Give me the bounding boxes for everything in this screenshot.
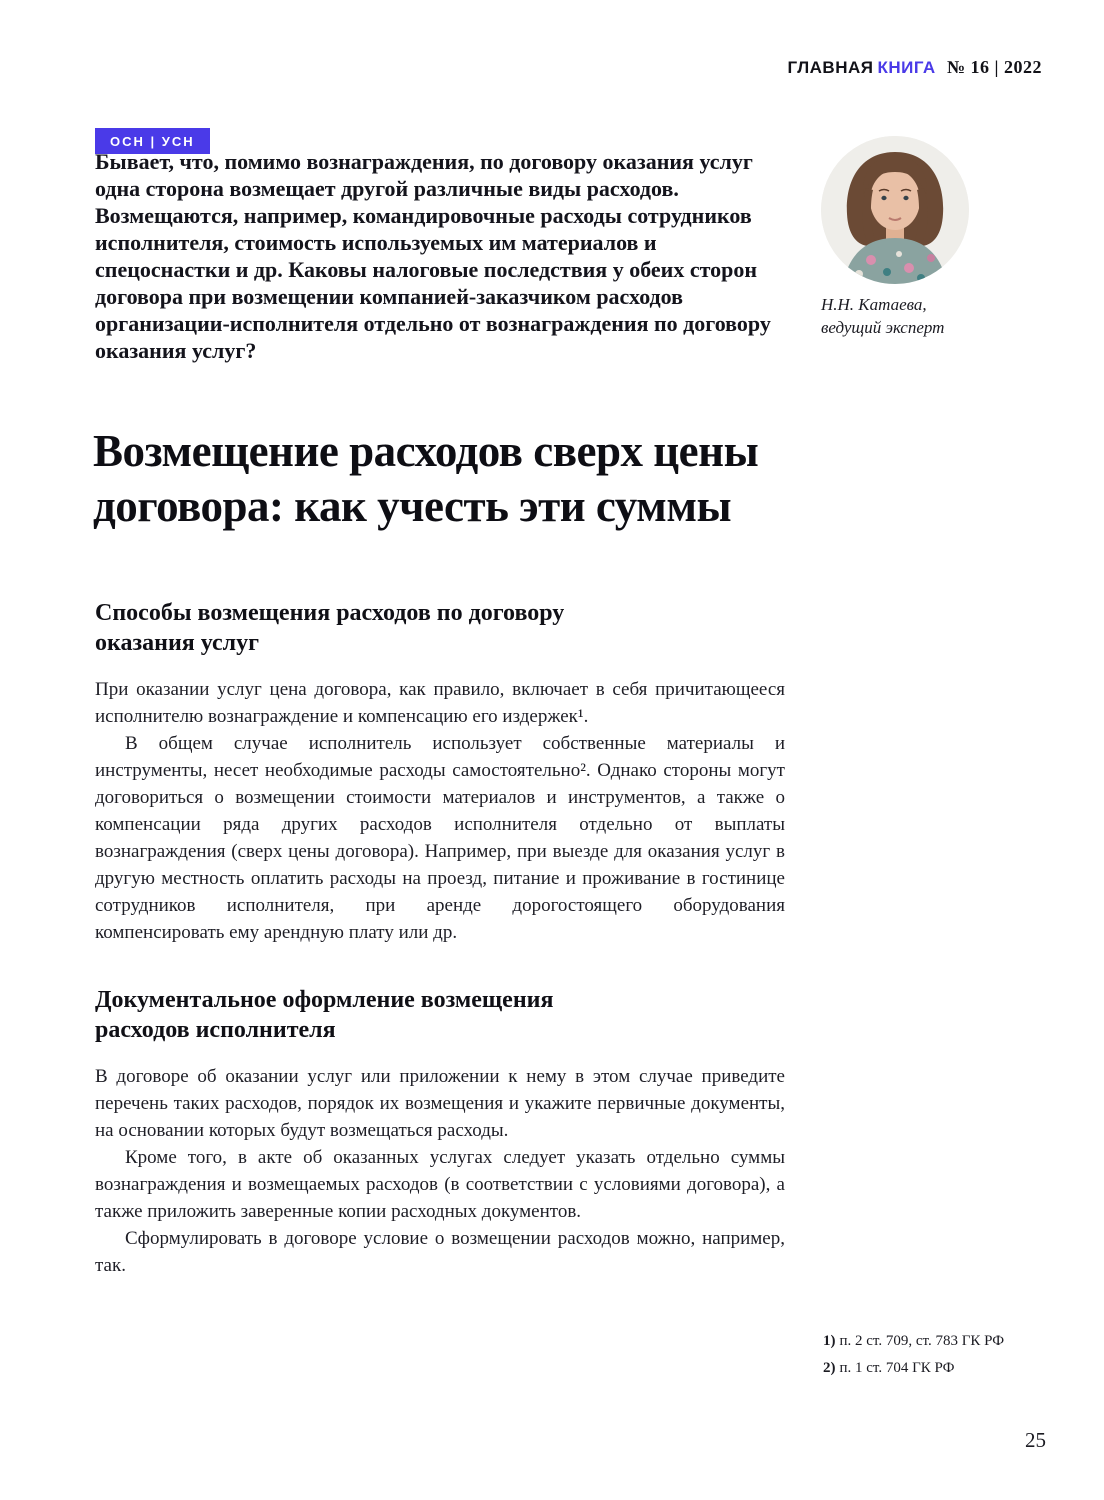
- author-role: ведущий эксперт: [821, 318, 945, 337]
- footnote-1: [823, 1328, 1073, 1355]
- article-body: [95, 598, 785, 1279]
- section-heading-2-line-1: Документальное оформление возмещения: [95, 987, 554, 1013]
- section-heading-2: [95, 985, 785, 1045]
- author-name: Н.Н. Катаева,: [821, 295, 927, 314]
- issue-header: [788, 57, 1042, 78]
- portrait-illustration: [821, 136, 969, 284]
- author-block: [821, 136, 1056, 339]
- article-title-line-2: договора: как учесть эти суммы: [93, 481, 732, 531]
- brand-glavnaya: ГЛАВНАЯ: [787, 58, 874, 77]
- issue-number: № 16 | 2022: [946, 57, 1042, 77]
- footnote-1-text: п. 2 ст. 709, ст. 783 ГК РФ: [839, 1333, 1005, 1349]
- body-paragraph: Кроме того, в акте об оказанных услугах следует указать отдельно суммы вознаграждения и возмещаемых расходов (в соответствии с условиями договора), а также приложить заверенные копии расходных документов.: [95, 1147, 785, 1222]
- author-portrait-photo: [821, 136, 969, 284]
- section-heading-2-line-2: расходов исполнителя: [95, 1017, 336, 1043]
- footnotes-block: [823, 1328, 1073, 1382]
- body-paragraph: При оказании услуг цена договора, как правило, включает в себя причитающееся исполнителю вознаграждение и компенсацию его издержек¹.: [95, 679, 785, 727]
- brand-kniga: КНИГА: [877, 58, 936, 77]
- footnote-1-marker: 1): [823, 1333, 836, 1349]
- section-heading-1-line-2: оказания услуг: [95, 630, 260, 656]
- article-title-line-1: Возмещение расходов сверх цены: [93, 426, 759, 476]
- page-number: 25: [1025, 1428, 1046, 1452]
- section-heading-1: [95, 598, 785, 658]
- body-paragraph: Сформулировать в договоре условие о возмещении расходов можно, например, так.: [95, 1228, 785, 1276]
- tax-regime-badge: ОСН | УСН: [95, 128, 210, 154]
- footnote-2-marker: 2): [823, 1360, 836, 1376]
- section-heading-1-line-1: Способы возмещения расходов по договору: [95, 600, 565, 626]
- body-paragraph: В договоре об оказании услуг или приложении к нему в этом случае приведите перечень таких расходов, порядок их возмещения и укажите первичные документы, на основании которых будут возмещаться расходы.: [95, 1066, 785, 1141]
- footnote-2: [823, 1355, 1073, 1382]
- body-paragraph: В общем случае исполнитель использует собственные материалы и инструменты, несет необходимые расходы самостоятельно². Однако стороны могут договориться о возмещении стоимости материалов и инструментов, а также о компенсации ряда других расходов исполнителя отдельно от выплаты вознаграждения (сверх цены договора). Например, при выезде для оказания услуг в другую местность оплатить расходы на проезд, питание и проживание в гостинице сотрудников исполнителя, при аренде дорогостоящего оборудования компенсировать ему арендную плату или др.: [95, 733, 785, 943]
- article-title: [93, 424, 1053, 534]
- lede-paragraph: Бывает, что, помимо вознаграждения, по договору оказания услуг одна сторона возмещает другой различные виды расходов. Возмещаются, например, командировочные расходы сотрудников исполнителя, стоимость используемых им материалов и спецоснастки и др. Каковы налоговые последствия у обеих сторон договора при возмещении компанией-заказчиком расходов организации-исполнителя отдельно от вознаграждения по договору оказания услуг?: [95, 149, 771, 363]
- footnote-2-text: п. 1 ст. 704 ГК РФ: [839, 1360, 955, 1376]
